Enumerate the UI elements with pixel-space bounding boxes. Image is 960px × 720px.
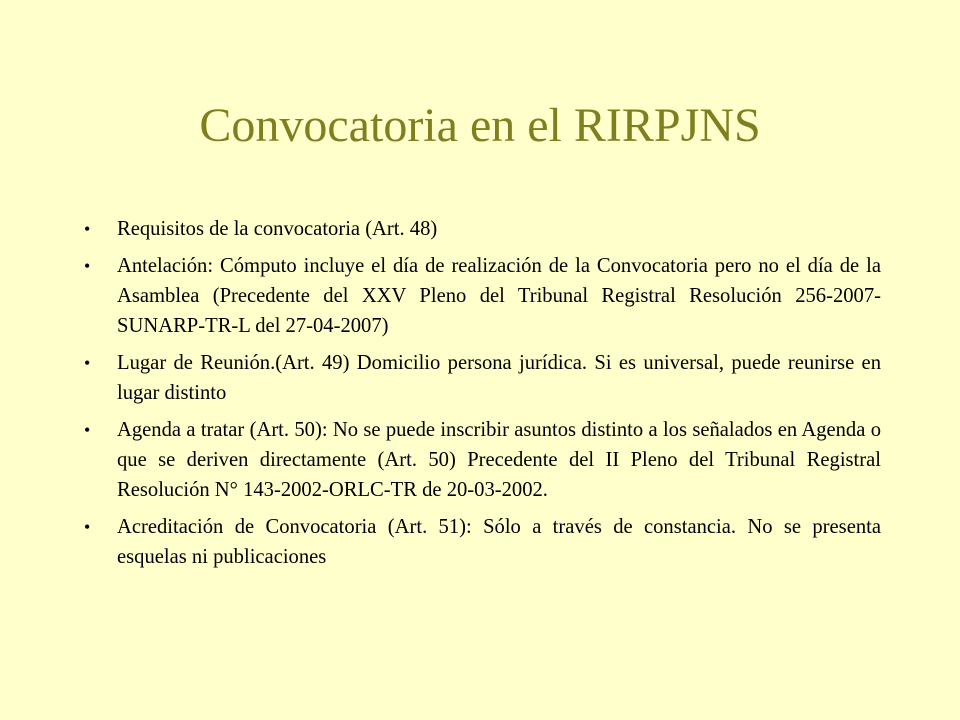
bullet-item-acreditacion (84, 512, 881, 572)
bullet-text: Agenda a tratar (Art. 50): No se puede inscribir asuntos distinto a los señalados en Agenda o que se deriven directamente (Art. 50) Precedente del II Pleno del Tribunal Registral Resolución N° 143-2002-ORLC-TR de 20-03-2002. (117, 419, 881, 501)
bullet-icon: • (84, 420, 91, 440)
bullet-text: Acreditación de Convocatoria (Art. 51): Sólo a través de constancia. No se presenta esquelas ni publicaciones (117, 516, 881, 568)
bullet-text: Lugar de Reunión.(Art. 49) Domicilio persona jurídica. Si es universal, puede reunirse en lugar distinto (117, 352, 881, 404)
bullet-item-agenda (84, 415, 881, 505)
bullet-item-requisitos (84, 214, 881, 244)
bullet-list (84, 214, 881, 579)
bullet-item-antelacion (84, 251, 881, 341)
bullet-icon: • (84, 256, 91, 276)
bullet-icon: • (84, 353, 91, 373)
bullet-text: Antelación: Cómputo incluye el día de realización de la Convocatoria pero no el día de la Asamblea (Precedente del XXV Pleno del Tribunal Registral Resolución 256-2007-SUNARP-TR-L del 27-04-2007) (117, 255, 881, 337)
bullet-item-lugar (84, 348, 881, 408)
bullet-text: Requisitos de la convocatoria (Art. 48) (117, 218, 438, 240)
bullet-icon: • (84, 517, 91, 537)
bullet-icon: • (84, 219, 91, 239)
slide-title: Convocatoria en el RIRPJNS (199, 99, 761, 152)
